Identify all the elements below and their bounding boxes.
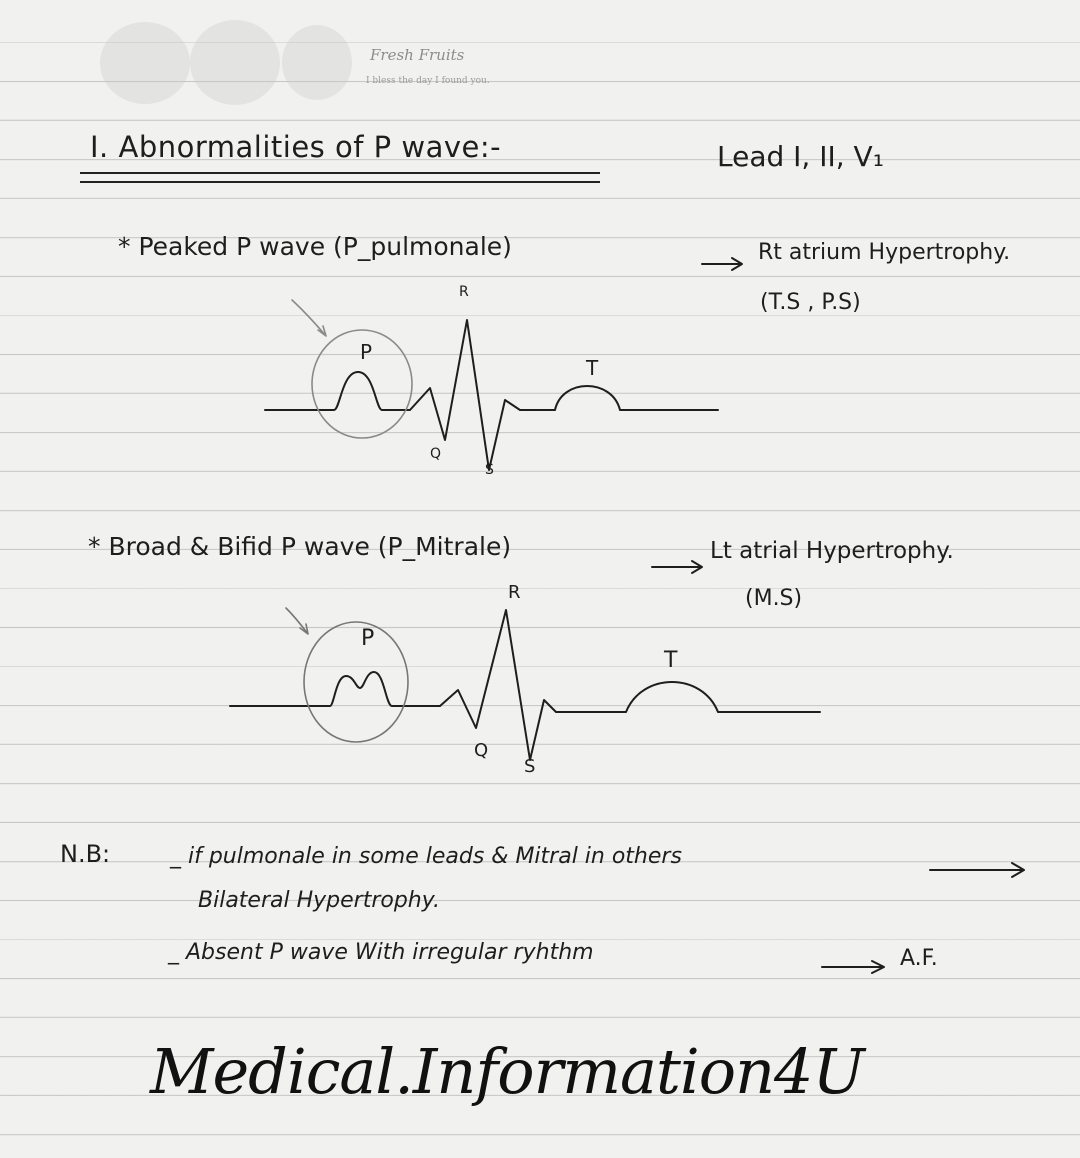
arrow-icon bbox=[822, 961, 884, 973]
signature-watermark: Medical.Information4U bbox=[150, 1035, 864, 1108]
pointer-arrow-icon bbox=[286, 608, 308, 634]
ecg1-label-p: P bbox=[360, 340, 373, 364]
section2-heading: * Broad & Bifid P wave (P_Mitrale) bbox=[88, 532, 512, 561]
nb-line1: _ if pulmonale in some leads & Mitral in others bbox=[170, 844, 682, 869]
arrow-icon bbox=[702, 258, 742, 270]
section1-heading: * Peaked P wave (P_pulmonale) bbox=[118, 232, 512, 261]
arrow-icon bbox=[652, 561, 702, 573]
ecg2-label-r: R bbox=[508, 582, 521, 603]
arrow-icon bbox=[930, 863, 1024, 877]
nb-prefix: N.B: bbox=[60, 840, 111, 868]
ecg1-label-q: Q bbox=[430, 446, 442, 462]
highlight-circle bbox=[312, 330, 412, 438]
section2-result: Lt atrial Hypertrophy. bbox=[710, 538, 954, 564]
header-brand: Fresh Fruits bbox=[370, 46, 465, 64]
ecg2-label-q: Q bbox=[474, 740, 489, 761]
nb-line3-result: A.F. bbox=[900, 946, 938, 971]
nb-line3: _ Absent P wave With irregular ryhthm bbox=[168, 940, 594, 965]
section2-causes: (M.S) bbox=[745, 586, 803, 611]
ecg-trace-mitrale bbox=[230, 610, 820, 760]
nb-line2: Bilateral Hypertrophy. bbox=[198, 888, 441, 913]
page-title: I. Abnormalities of P wave:- bbox=[90, 130, 502, 164]
ecg2-label-p: P bbox=[361, 626, 375, 651]
leads-label: Lead I, II, V₁ bbox=[717, 140, 884, 173]
ecg1-label-s: S bbox=[485, 462, 494, 478]
ecg2-label-s: S bbox=[524, 756, 536, 777]
header-tagline: I bless the day I found you. bbox=[366, 76, 490, 86]
section1-result: Rt atrium Hypertrophy. bbox=[758, 240, 1011, 265]
ecg-trace-pulmonale bbox=[265, 320, 718, 470]
pointer-arrow-icon bbox=[292, 300, 326, 336]
highlight-circle bbox=[304, 622, 408, 742]
ecg1-label-r: R bbox=[459, 284, 469, 300]
ecg1-label-t: T bbox=[586, 356, 599, 380]
section1-causes: (T.S , P.S) bbox=[760, 290, 861, 315]
ecg2-label-t: T bbox=[664, 648, 678, 673]
